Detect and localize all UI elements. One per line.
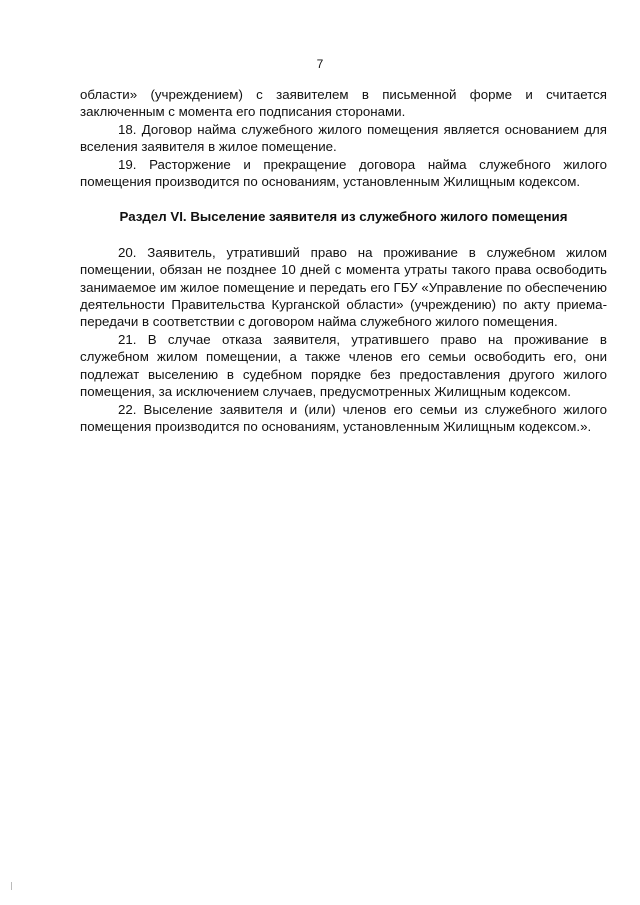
paragraph-21: 21. В случае отказа заявителя, утратившего право на проживание в служебном жилом помещении, а также членов его семьи освободить его, они подлежат выселению в судебном порядке без предоставления другого жилого помещения, за исключением случаев, предусмотренных Жилищным кодексом.	[80, 331, 607, 400]
paragraph-22: 22. Выселение заявителя и (или) членов его семьи из служебного жилого помещения производится по основаниям, установленным Жилищным кодексом.».	[80, 401, 607, 434]
scan-artifact-mark	[11, 882, 12, 890]
paragraph-18: 18. Договор найма служебного жилого помещения является основанием для вселения заявителя в жилое помещение.	[80, 121, 607, 155]
paragraph-19: 19. Расторжение и прекращение договора найма служебного жилого помещения производится по основаниям, установленным Жилищным кодексом.	[80, 156, 607, 190]
document-body	[80, 86, 607, 435]
section-heading: Раздел VI. Выселение заявителя из служебного жилого помещения	[119, 209, 568, 225]
paragraph-17-continuation: области» (учреждением) с заявителем в письменной форме и считается заключенным с момента его подписания сторонами.	[80, 87, 607, 120]
paragraph-20: 20. Заявитель, утративший право на проживание в служебном жилом помещении, обязан не позднее 10 дней с момента утраты такого права освободить занимаемое им жилое помещение и передать его ГБУ «Управление по обеспечению деятельности Правительства Курганской области» (учреждению) по акту приема-передачи в соответствии с договором найма служебного жилого помещения.	[80, 244, 607, 330]
page-number: 7	[316, 57, 324, 71]
